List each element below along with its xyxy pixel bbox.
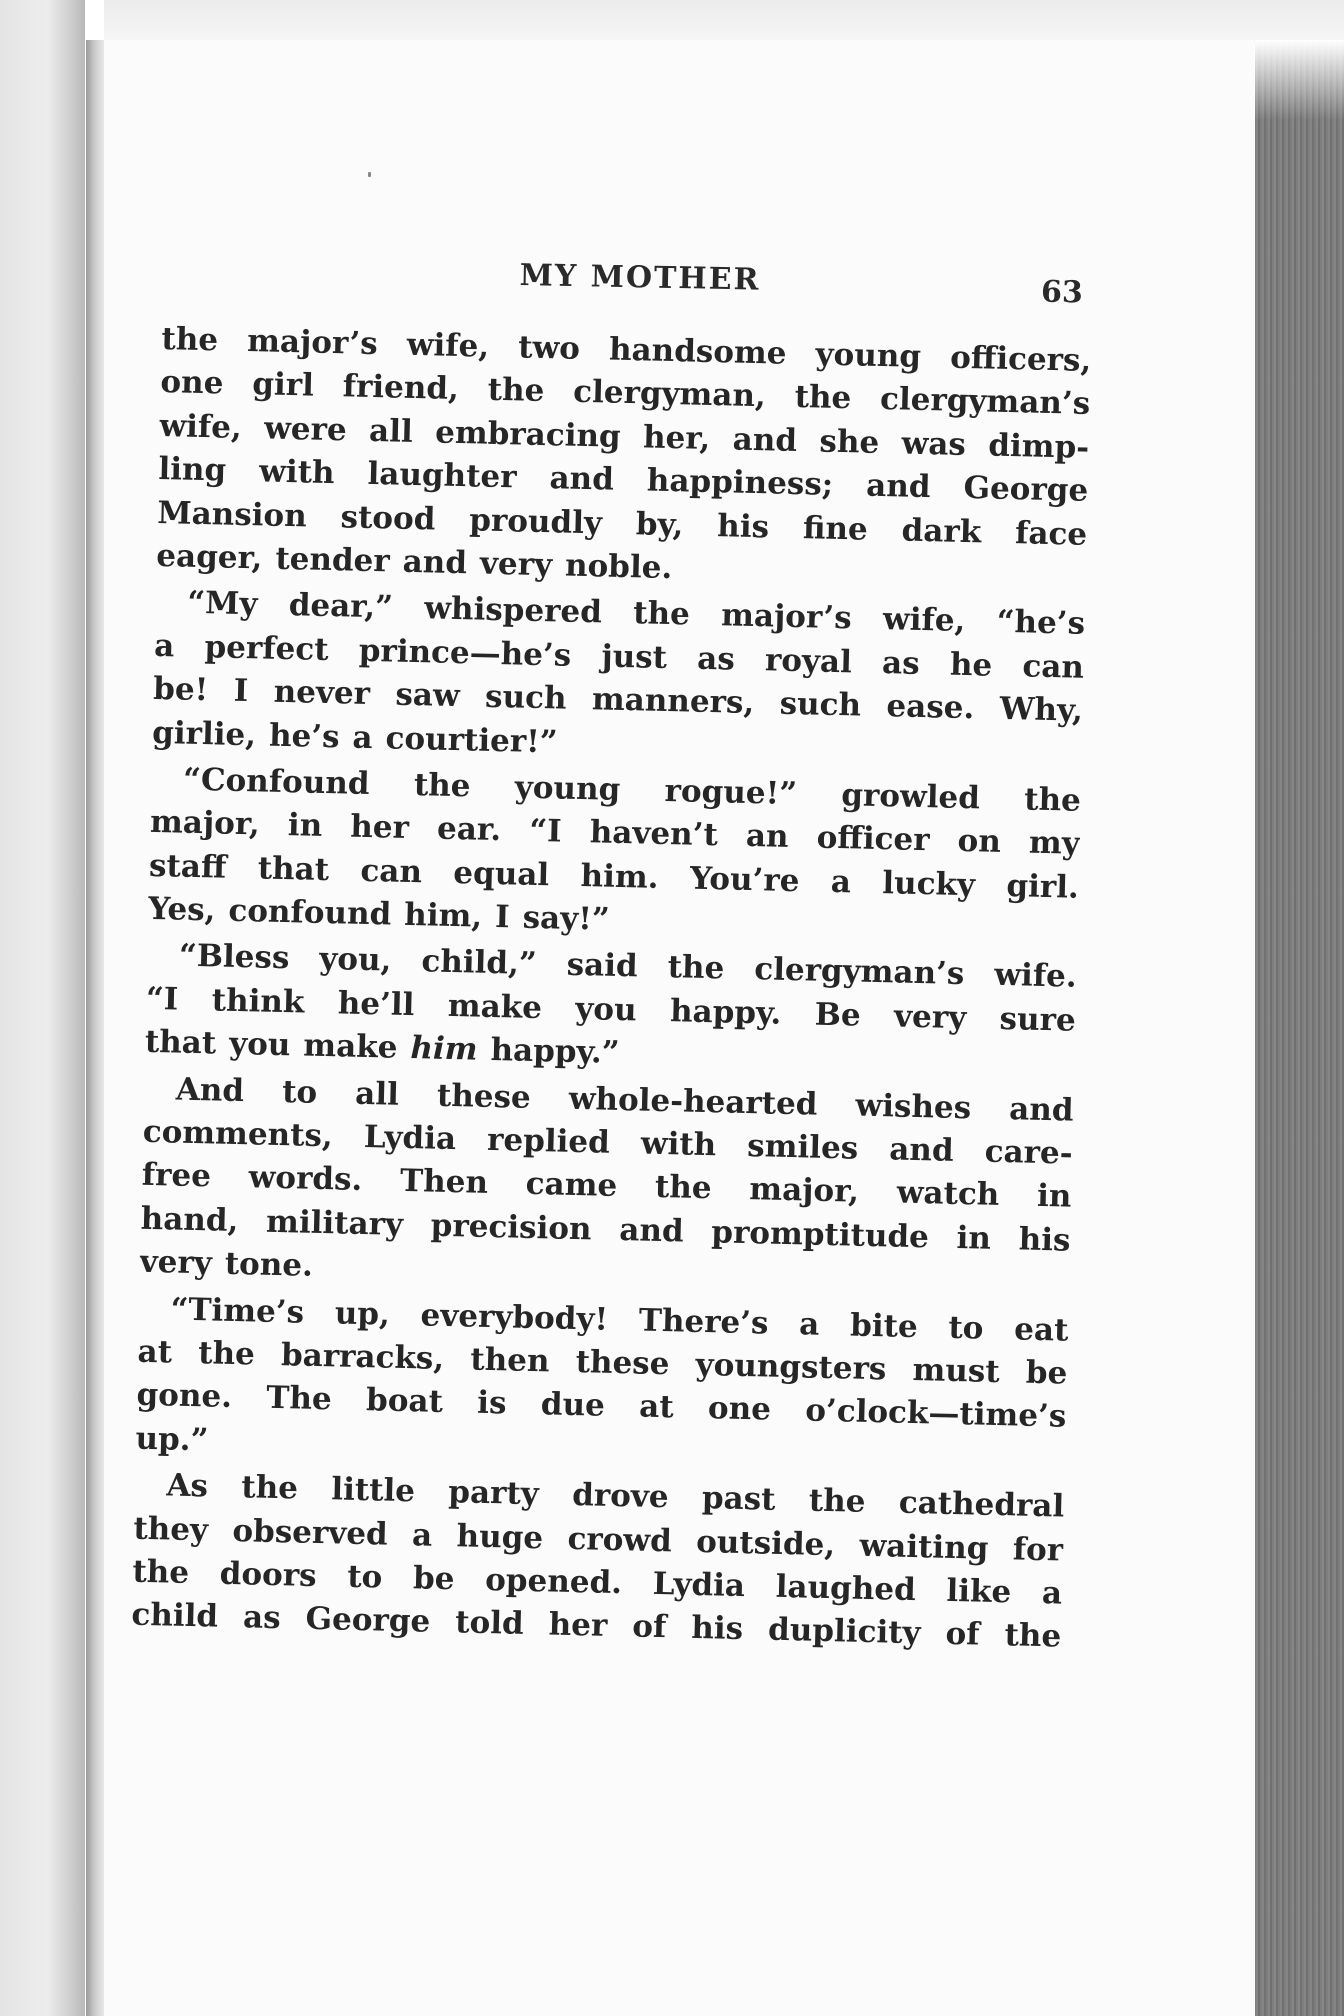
text-line: ling with laughter and happiness; and George: [158, 451, 1089, 510]
text-line: up.”: [135, 1420, 209, 1459]
text-line: “My dear,” whispered the major’s wife, “he’s: [186, 585, 1086, 643]
text-line: Yes, confound him, I say!”: [147, 890, 611, 938]
text-line: the major’s wife, two handsome young officers,: [161, 320, 1092, 379]
text-line: very tone.: [139, 1243, 314, 1285]
text-line: wife, were all embracing her, and she was dimp-: [159, 407, 1090, 466]
text-line: child as George told her of his duplicity of the: [131, 1596, 1062, 1655]
text-line: they observed a huge crowd outside, waiting for: [133, 1510, 1064, 1569]
text-line: free words. Then came the major, watch in: [141, 1157, 1072, 1216]
text-line: comments, Lydia replied with smiles and care-: [142, 1113, 1073, 1172]
page-top-shadow: [104, 0, 1344, 44]
text-line: that you make him happy.”: [144, 1024, 621, 1072]
page-stack-edge: [1255, 40, 1344, 2016]
text-line: girlie, he’s a courtier!”: [151, 714, 559, 760]
text-line: “Time’s up, everybody! There’s a bite to eat: [170, 1291, 1069, 1349]
text-line: “Bless you, child,” said the clergyman’s wife.: [178, 938, 1078, 996]
text-line: “Confound the young rogue!” growled the: [182, 761, 1082, 819]
text-line: at the barracks, then these youngsters must be: [137, 1333, 1068, 1392]
text-line: “I think he’ll make you happy. Be very sure: [145, 980, 1077, 1039]
dust-speck: [368, 172, 371, 177]
text-line: a perfect prince—he’s just as royal as he can: [153, 627, 1085, 686]
text-line: be! I never saw such manners, such ease. Why,: [152, 671, 1084, 729]
text-line: the doors to be opened. Lydia laughed like a: [132, 1553, 1063, 1612]
text-line: Mansion stood proudly by, his fine dark face: [156, 494, 1088, 553]
text-line: As the little party drove past the cathedral: [166, 1467, 1065, 1525]
text-line: gone. The boat is due at one o’clock—time’s: [136, 1377, 1067, 1435]
text-line: major, in her ear. “I haven’t an officer on my: [149, 804, 1081, 863]
text-line: eager, tender and very noble.: [155, 537, 673, 587]
text-line: hand, military precision and promptitude in his: [140, 1200, 1071, 1259]
body-text: [131, 318, 1092, 1659]
book-spine-shadow: [86, 40, 104, 2016]
running-head-title: MY MOTHER: [519, 258, 761, 298]
scan-left-margin: [0, 0, 85, 2016]
page-stack-edge-highlight: [1255, 40, 1344, 120]
text-line: staff that can equal him. You’re a lucky girl.: [148, 847, 1080, 906]
page-number: 63: [1040, 274, 1084, 311]
text-line: And to all these whole-hearted wishes and: [175, 1071, 1074, 1129]
text-line: one girl friend, the clergyman, the clergyman’s: [160, 364, 1091, 423]
